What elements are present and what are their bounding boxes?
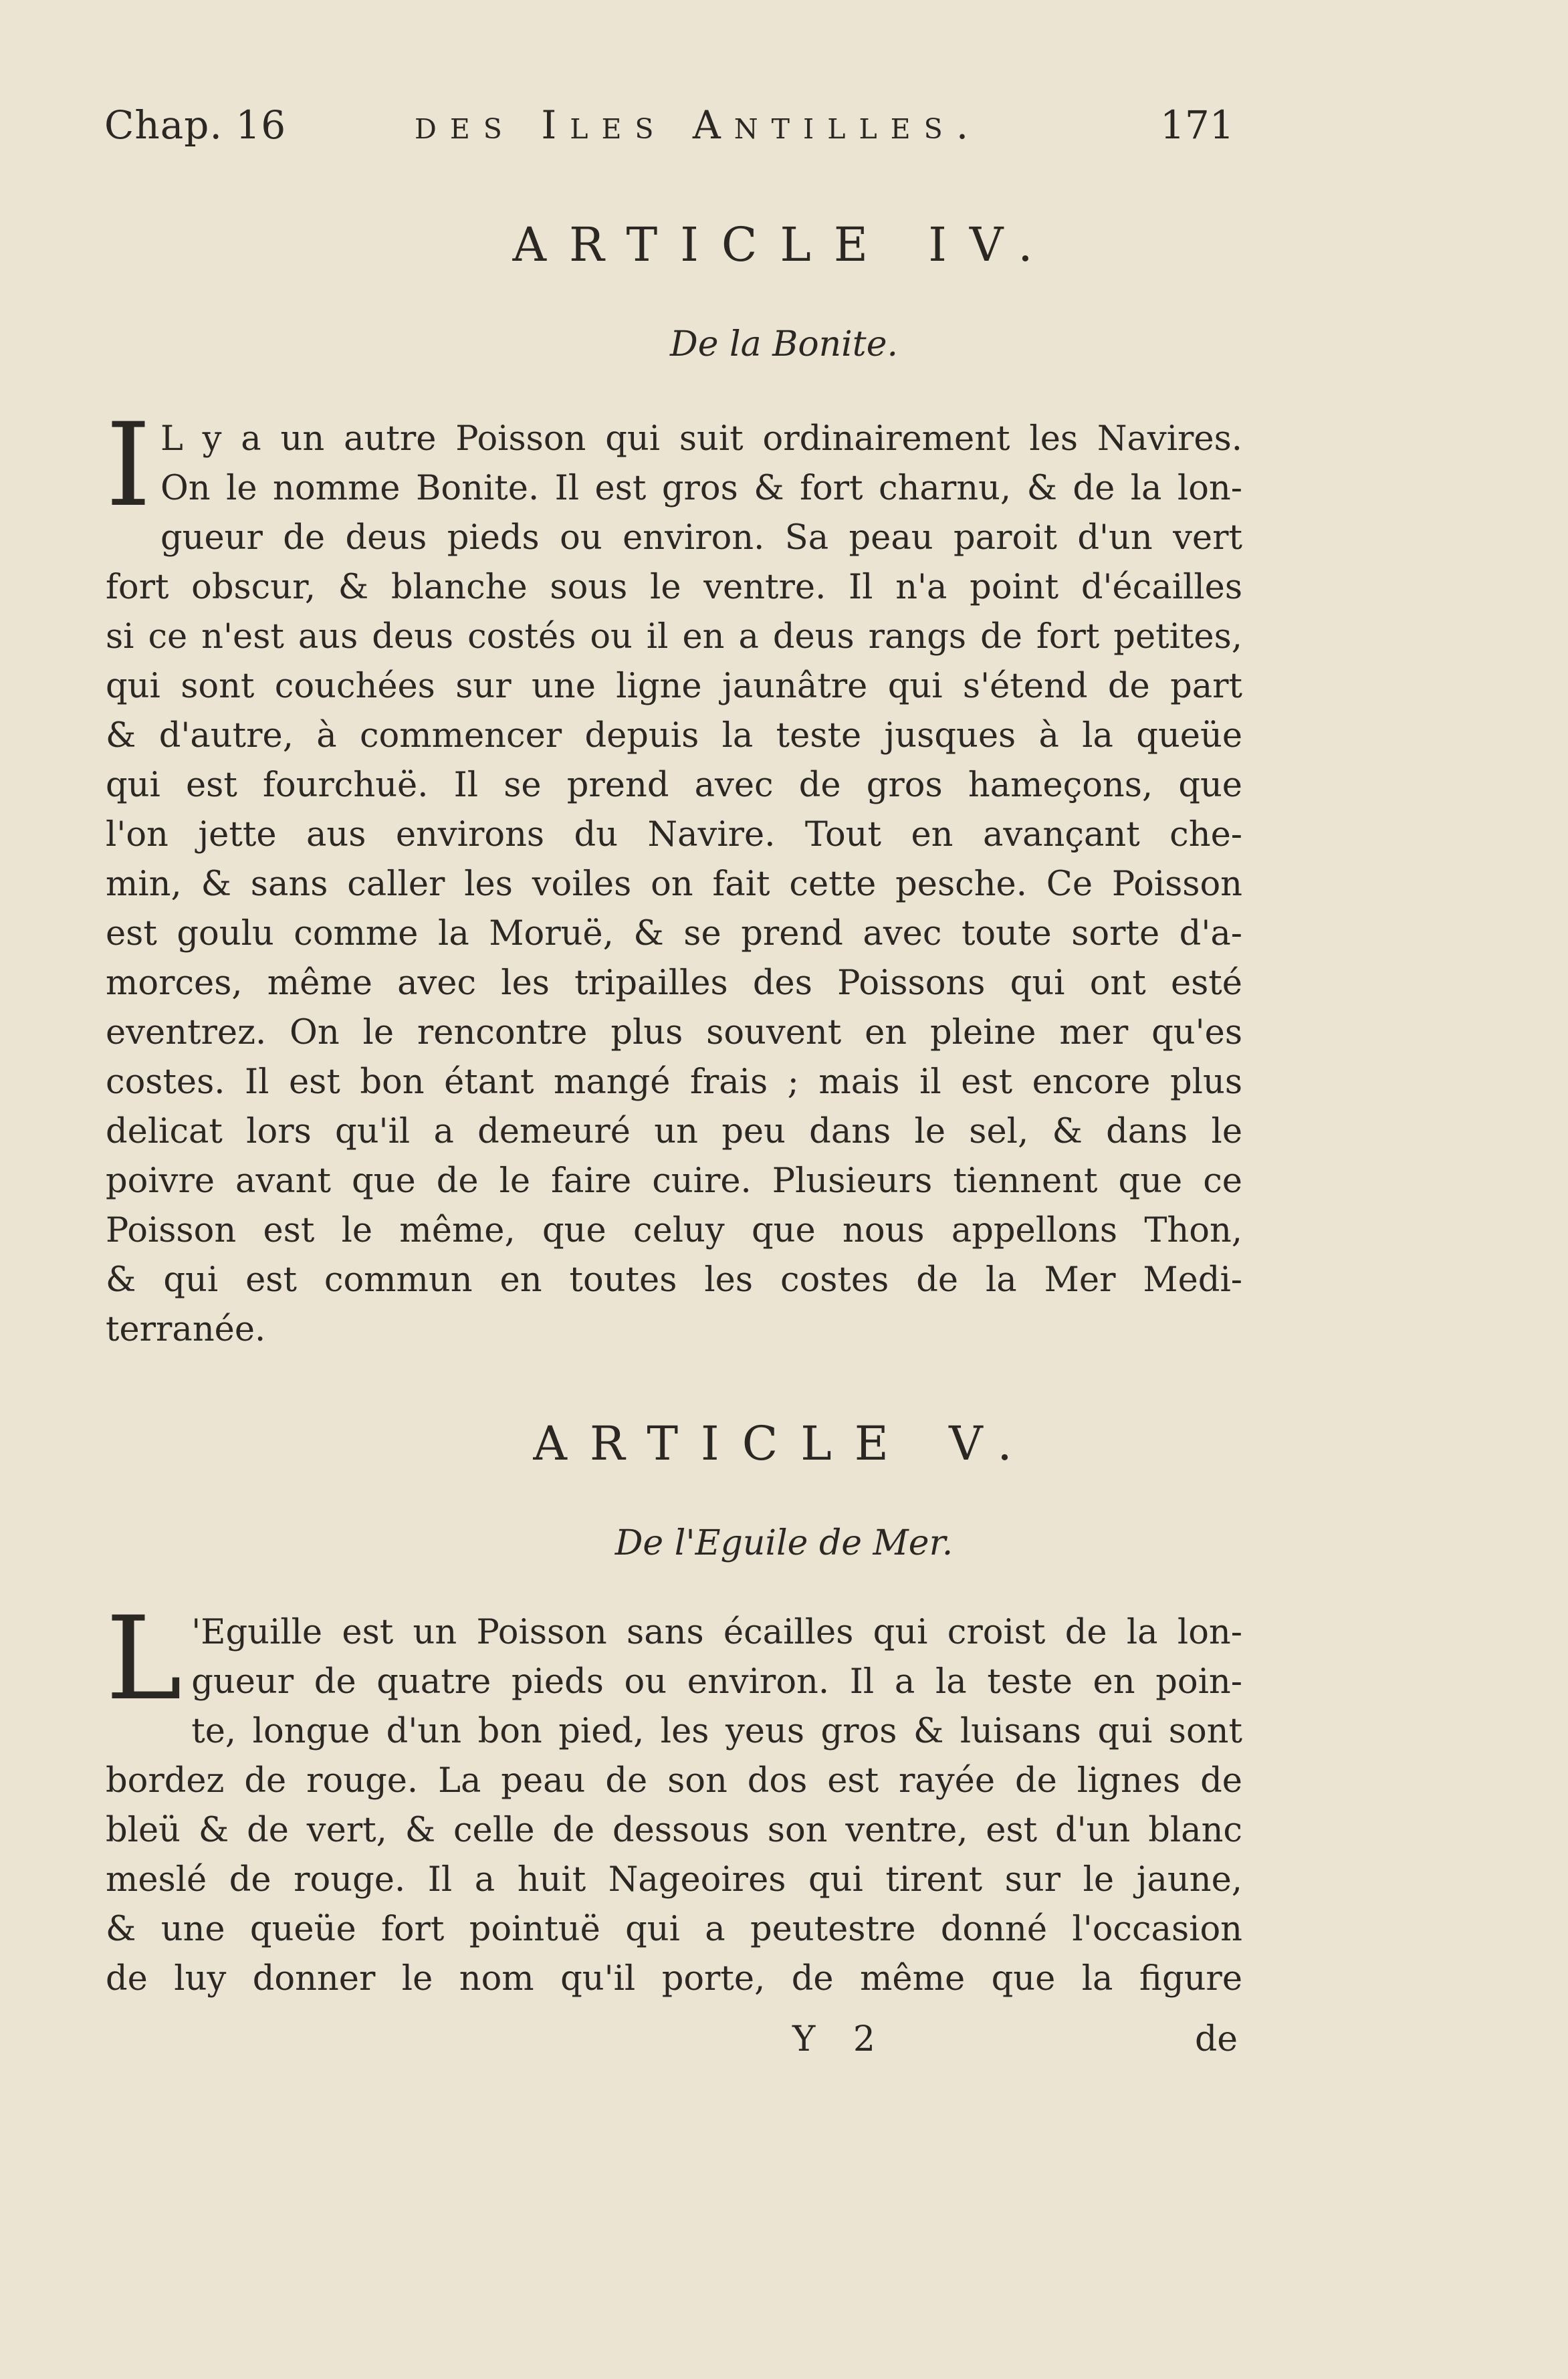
- text-line: meslé de rouge. Il a huit Nageoires qui tirent sur le jaune,: [106, 1860, 1242, 1900]
- text-line: morces, même avec les tripailles des Poissons qui ont esté: [106, 964, 1242, 1003]
- article-v-subtitle: De l'Eguile de Mer.: [614, 1523, 954, 1563]
- text-line: gueur de quatre pieds ou environ. Il a la teste en poin-: [191, 1662, 1242, 1702]
- article-iv-subtitle: De la Bonite.: [670, 324, 898, 364]
- text-line: & une queüe fort pointuë qui a peutestre donné l'occasion: [106, 1910, 1242, 1949]
- text-line: gueur de deus pieds ou environ. Sa peau paroit d'un vert: [160, 518, 1242, 558]
- text-line: fort obscur, & blanche sous le ventre. Il n'a point d'écailles: [106, 568, 1242, 607]
- text-line: est goulu comme la Moruë, & se prend avec toute sorte d'a-: [106, 914, 1242, 953]
- chapter-label: Chap. 16: [104, 102, 287, 148]
- text-line: L y a un autre Poisson qui suit ordinairement les Navires.: [160, 419, 1242, 459]
- page-number: 171: [1160, 102, 1234, 148]
- article-iv-body: [106, 398, 1242, 1355]
- text-line: l'on jette aus environs du Navire. Tout en avançant che-: [106, 815, 1242, 855]
- text-line: delicat lors qu'il a demeuré un peu dans le sel, & dans le: [106, 1112, 1242, 1151]
- dropcap-i: I: [106, 398, 151, 532]
- text-line: & qui est commun en toutes les costes de la Mer Medi-: [106, 1260, 1242, 1300]
- dropcap-l: L: [106, 1591, 183, 1726]
- text-line: bleü & de vert, & celle de dessous son ventre, est d'un blanc: [106, 1811, 1242, 1850]
- text-line: costes. Il est bon étant mangé frais ; mais il est encore plus: [106, 1062, 1242, 1102]
- text-line: poivre avant que de le faire cuire. Plusieurs tiennent que ce: [106, 1161, 1242, 1201]
- text-line: Poisson est le même, que celuy que nous appellons Thon,: [106, 1211, 1242, 1250]
- text-line: qui sont couchées sur une ligne jaunâtre qui s'étend de part: [106, 667, 1242, 706]
- text-line: terranée.: [106, 1310, 266, 1349]
- text-line: si ce n'est aus deus costés ou il en a deus rangs de fort petites,: [106, 617, 1242, 657]
- article-iv-heading: ARTICLE IV.: [512, 217, 1056, 272]
- text-line: & d'autre, à commencer depuis la teste jusques à la queüe: [106, 716, 1242, 756]
- text-line: On le nomme Bonite. Il est gros & fort charnu, & de la lon-: [160, 469, 1242, 508]
- text-line: eventrez. On le rencontre plus souvent en pleine mer qu'es: [106, 1013, 1242, 1052]
- running-title: des Iles Antilles.: [415, 102, 982, 148]
- text-line: min, & sans caller les voiles on fait cette pesche. Ce Poisson: [106, 865, 1242, 904]
- text-line: te, longue d'un bon pied, les yeus gros & luisans qui sont: [191, 1712, 1242, 1751]
- article-v-heading: ARTICLE V.: [533, 1416, 1035, 1471]
- signature-mark: Y 2: [792, 2019, 889, 2059]
- catchword: de: [1195, 2019, 1238, 2059]
- text-line: de luy donner le nom qu'il porte, de même que la figure: [106, 1959, 1242, 1999]
- text-line: qui est fourchuë. Il se prend avec de gros hameçons, que: [106, 766, 1242, 805]
- text-line: 'Eguille est un Poisson sans écailles qui croist de la lon-: [191, 1613, 1242, 1652]
- article-v-body: [106, 1591, 1242, 2004]
- text-line: bordez de rouge. La peau de son dos est rayée de lignes de: [106, 1761, 1242, 1801]
